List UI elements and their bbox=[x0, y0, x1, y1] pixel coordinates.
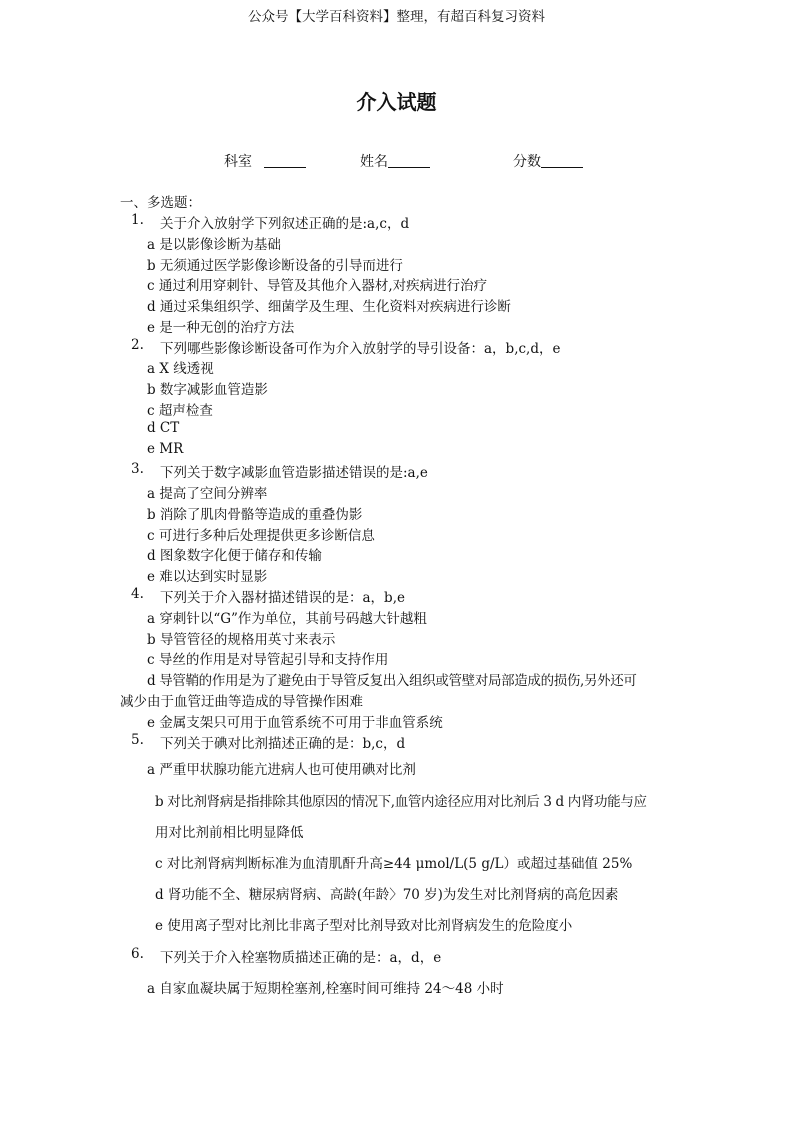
question-6-stem: 下列关于介入栓塞物质描述正确的是：a，d，e bbox=[160, 950, 442, 966]
option-4a: a 穿刺针以“G”作为单位，其前号码越大针越粗 bbox=[147, 611, 427, 627]
option-5c: c 对比剂肾病判断标准为血清肌酐升高≥44 μmol/L(5 g/L）或超过基础值 25% bbox=[155, 856, 633, 872]
option-4c: c 导丝的作用是对导管起引导和支持作用 bbox=[147, 652, 389, 668]
option-3d: d 图象数字化便于储存和传输 bbox=[147, 548, 322, 564]
score-field bbox=[513, 151, 583, 171]
option-3a: a 提高了空间分辨率 bbox=[147, 486, 268, 502]
dept-label: 科室 bbox=[224, 154, 252, 170]
question-3-stem: 下列关于数字减影血管造影描述错误的是:a,e bbox=[160, 465, 428, 481]
option-1a: a 是以影像诊断为基础 bbox=[147, 237, 281, 253]
option-6a: a 自家血凝块属于短期栓塞剂,栓塞时间可维持 24～48 小时 bbox=[147, 981, 504, 997]
option-1e: e 是一种无创的治疗方法 bbox=[147, 320, 295, 336]
section-title: 一、多选题： bbox=[120, 195, 201, 211]
dept-field bbox=[224, 151, 306, 171]
question-2-stem: 下列哪些影像诊断设备可作为介入放射学的导引设备：a，b,c,d，e bbox=[160, 341, 561, 357]
option-4b: b 导管管径的规格用英寸来表示 bbox=[147, 632, 336, 648]
option-2d: d CT bbox=[147, 420, 180, 436]
header-note: 公众号【大学百科资料】整理，有超百科复习资料 bbox=[248, 9, 545, 25]
question-6-number: 6. bbox=[131, 946, 144, 962]
option-5e: e 使用离子型对比剂比非离子型对比剂导致对比剂肾病发生的危险度小 bbox=[155, 918, 573, 934]
option-2b: b 数字减影血管造影 bbox=[147, 382, 268, 398]
option-5d: d 肾功能不全、糖尿病肾病、高龄(年龄〉70 岁)为发生对比剂肾病的高危因素 bbox=[155, 887, 619, 903]
score-blank[interactable] bbox=[541, 153, 583, 168]
option-4e: e 金属支架只可用于血管系统不可用于非血管系统 bbox=[147, 715, 443, 731]
option-5a: a 严重甲状腺功能亢进病人也可使用碘对比剂 bbox=[147, 762, 416, 778]
option-3b: b 消除了肌肉骨骼等造成的重叠伪影 bbox=[147, 507, 363, 523]
question-1-stem: 关于介入放射学下列叙述正确的是:a,c，d bbox=[160, 216, 410, 232]
question-5-number: 5. bbox=[131, 732, 144, 748]
question-1-number: 1. bbox=[131, 212, 144, 228]
score-label: 分数 bbox=[513, 154, 541, 170]
name-field bbox=[360, 151, 430, 171]
option-4d: d 导管鞘的作用是为了避免由于导管反复出入组织或管壁对局部造成的损伤,另外还可 bbox=[147, 673, 637, 689]
question-4-number: 4. bbox=[131, 586, 144, 602]
option-2c: c 超声检查 bbox=[147, 403, 213, 419]
option-5b: b 对比剂肾病是指排除其他原因的情况下,血管内途径应用对比剂后 3 d 内肾功能与应 bbox=[155, 794, 647, 810]
option-2a: a X 线透视 bbox=[147, 361, 214, 377]
question-4-stem: 下列关于介入器材描述错误的是：a，b,e bbox=[160, 590, 405, 606]
name-label: 姓名 bbox=[360, 154, 388, 170]
option-3c: c 可进行多种后处理提供更多诊断信息 bbox=[147, 528, 375, 544]
page-title: 介入试题 bbox=[356, 90, 437, 114]
dept-blank[interactable] bbox=[264, 153, 306, 168]
option-3e: e 难以达到实时显影 bbox=[147, 569, 268, 585]
question-3-number: 3. bbox=[131, 461, 144, 477]
option-1b: b 无须通过医学影像诊断设备的引导而进行 bbox=[147, 258, 403, 274]
option-2e: e MR bbox=[147, 441, 184, 457]
name-blank[interactable] bbox=[388, 153, 430, 168]
option-4d-continued: 减少由于血管迂曲等造成的导管操作困难 bbox=[120, 694, 363, 710]
option-1d: d 通过采集组织学、细菌学及生理、生化资料对疾病进行诊断 bbox=[147, 299, 511, 315]
question-5-stem: 下列关于碘对比剂描述正确的是：b,c，d bbox=[160, 736, 406, 752]
option-1c: c 通过利用穿刺针、导管及其他介入器材,对疾病进行治疗 bbox=[147, 278, 488, 294]
question-2-number: 2. bbox=[131, 337, 144, 353]
option-5b-continued: 用对比剂前相比明显降低 bbox=[155, 825, 304, 841]
